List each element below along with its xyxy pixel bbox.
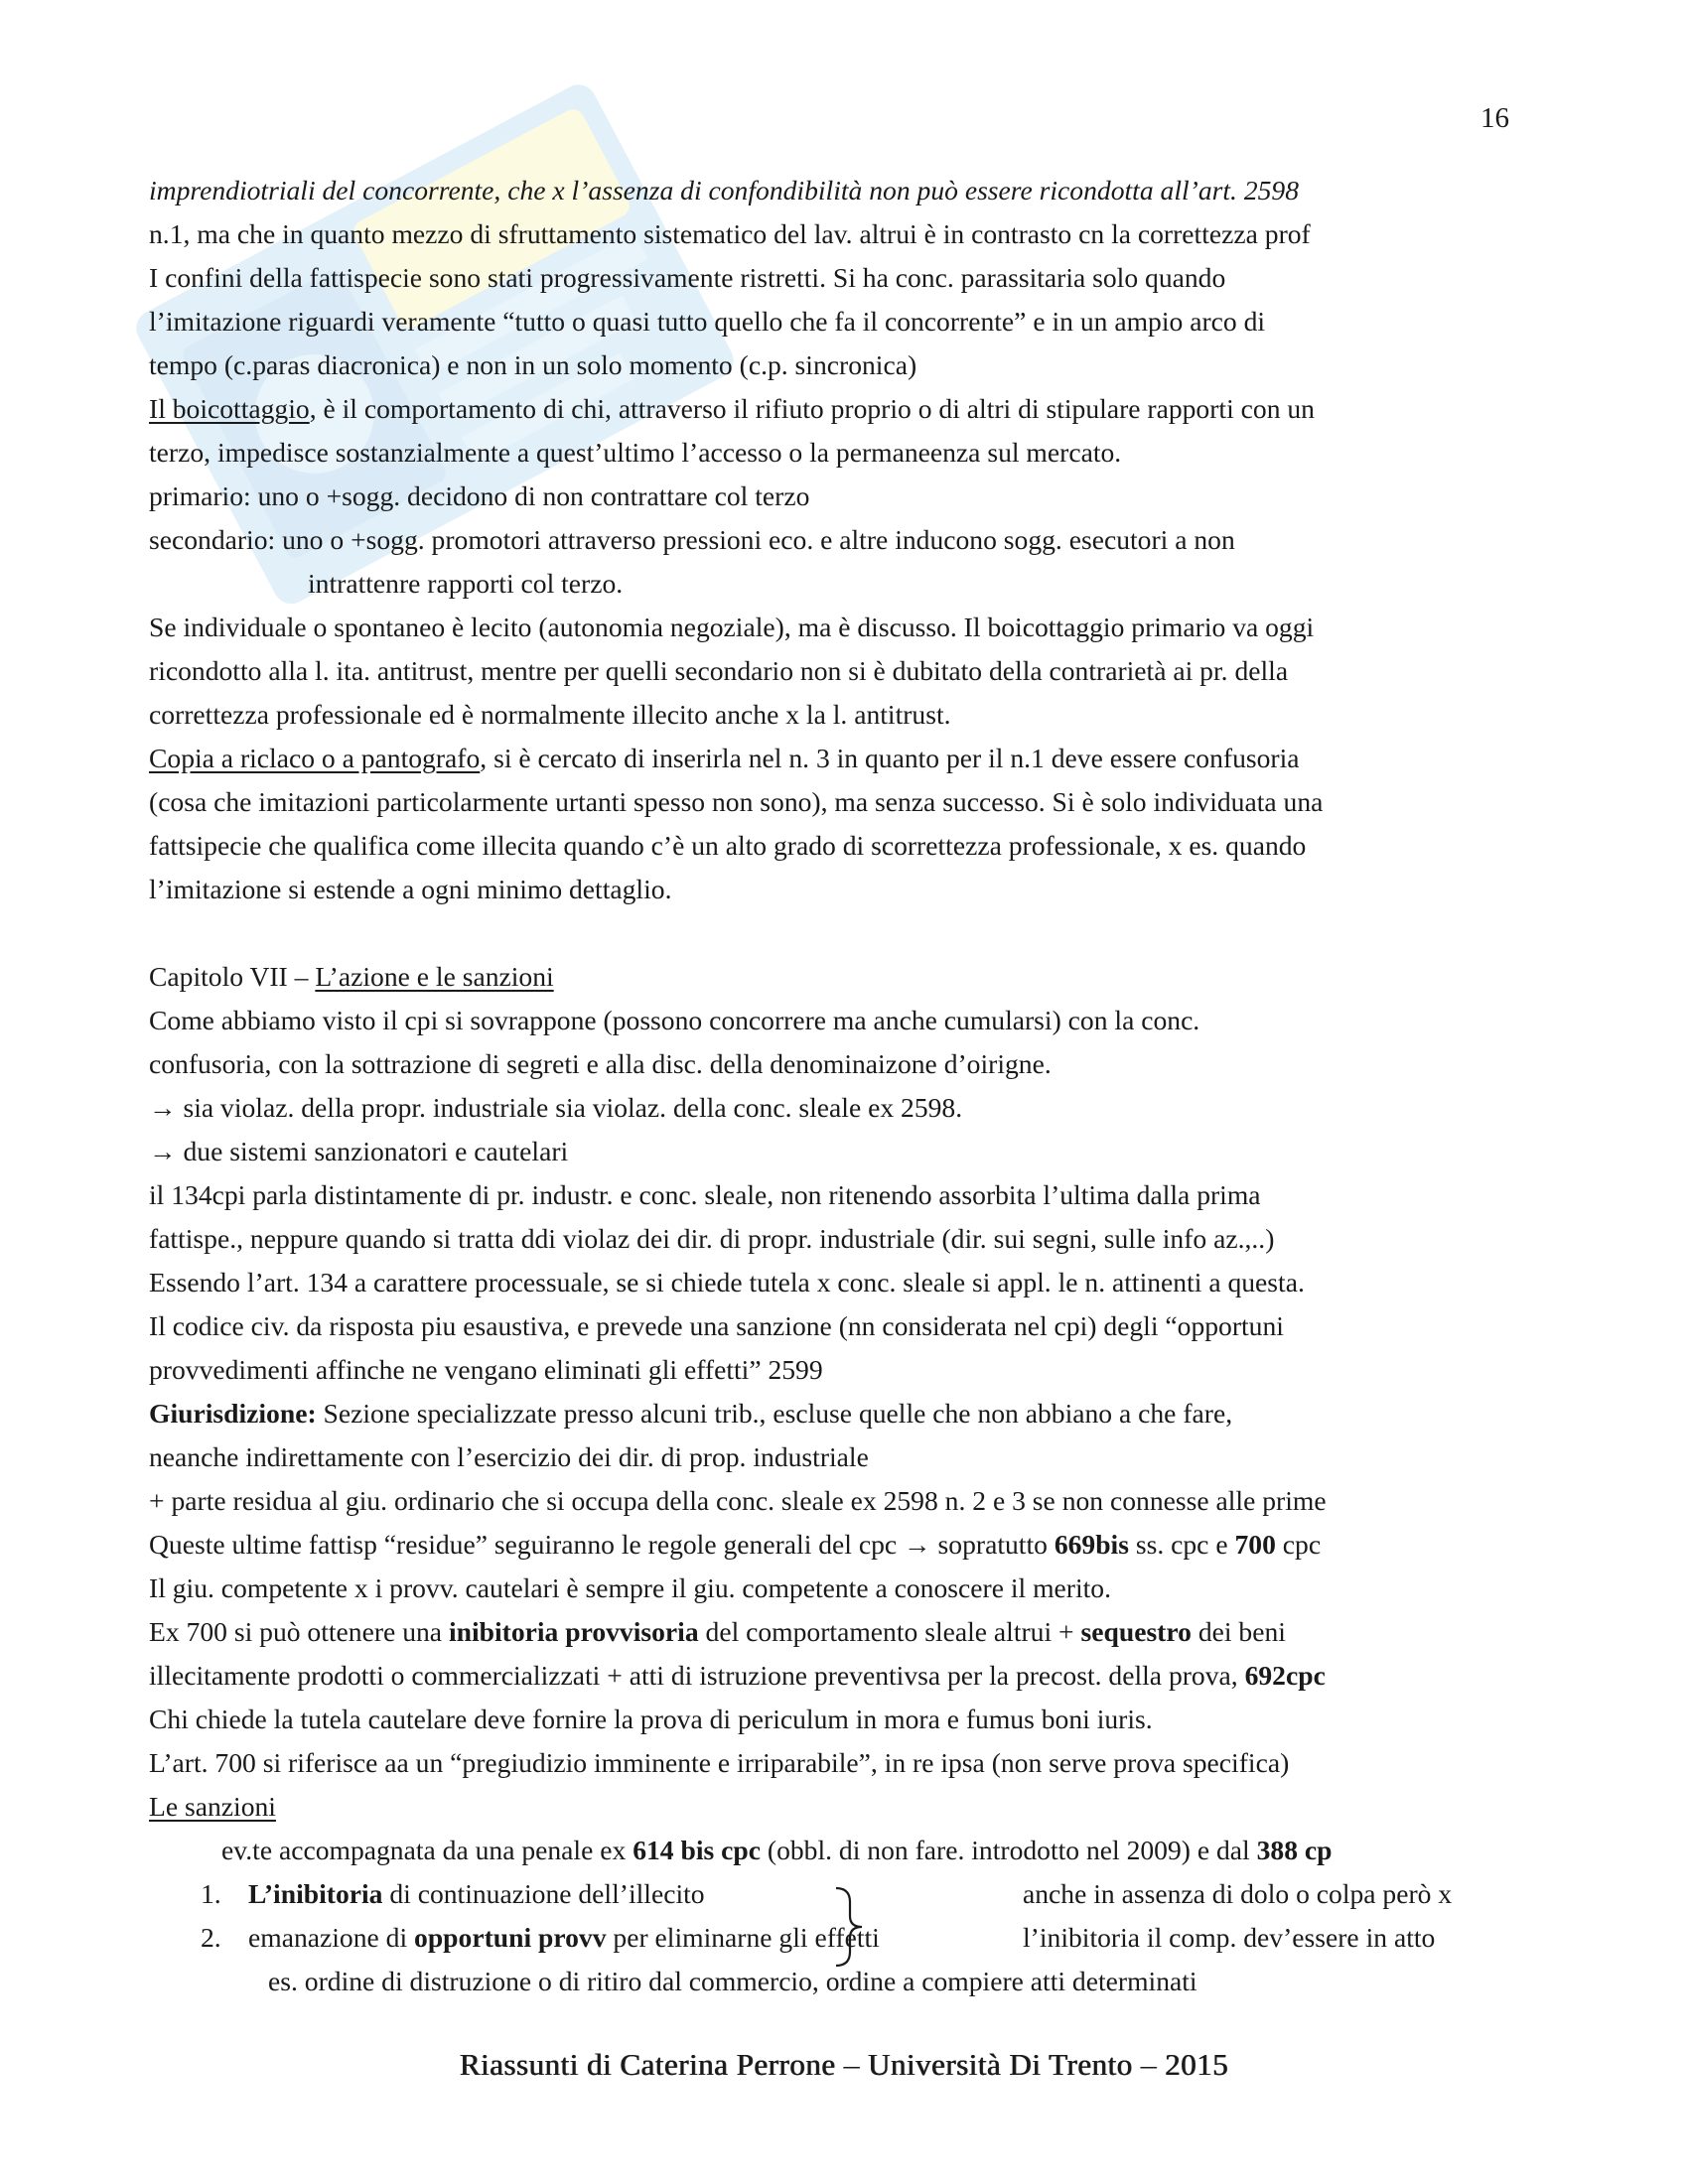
text-line: terzo, impedisce sostanzialmente a quest’ultimo l’accesso o la permaneenza sul mercato. xyxy=(149,437,1122,468)
text-line: → sia violaz. della propr. industriale sia violaz. della conc. sleale ex 2598. xyxy=(149,1092,963,1123)
text-line: Il boicottaggio, è il comportamento di chi, attraverso il rifiuto proprio o di altri di stipulare rapporti con un xyxy=(149,393,1315,424)
text-line: + parte residua al giu. ordinario che si occupa della conc. sleale ex 2598 n. 2 e 3 se non connesse alle prime xyxy=(149,1485,1327,1516)
text-line: provvedimenti affinche ne vengano eliminati gli effetti” 2599 xyxy=(149,1354,823,1385)
text-line: Essendo l’art. 134 a carattere processuale, se si chiede tutela x conc. sleale si appl. le n. attinenti a questa. xyxy=(149,1267,1305,1297)
text-line: Come abbiamo visto il cpi si sovrappone (possono concorrere ma anche cumularsi) con la conc. xyxy=(149,1005,1200,1035)
text-line: Giurisdizione: Sezione specializzate presso alcuni trib., escluse quelle che non abbiano a che fare, xyxy=(149,1398,1233,1429)
text-line: primario: uno o +sogg. decidono di non contrattare col terzo xyxy=(149,480,810,511)
text-line: Chi chiede la tutela cautelare deve fornire la prova di periculum in mora e fumus boni iuris. xyxy=(149,1704,1153,1734)
text-line: neanche indirettamente con l’esercizio dei dir. di prop. industriale xyxy=(149,1441,869,1472)
section-heading-copia: Copia a riclaco o a pantografo xyxy=(149,743,481,773)
chapter-heading: Capitolo VII – L’azione e le sanzioni xyxy=(149,961,554,992)
text-line: fattispe., neppure quando si tratta ddi violaz dei dir. di propr. industriale (dir. sui segni, sulle info az.,..) xyxy=(149,1223,1275,1254)
chapter-title: L’azione e le sanzioni xyxy=(315,961,554,992)
text-line xyxy=(149,1785,1519,1829)
section-heading-boicottaggio: Il boicottaggio xyxy=(149,393,310,424)
text-line: Queste ultime fattisp “residue” seguiranno le regole generali del cpc → sopratutto 669bis ss. cpc e 700 cpc xyxy=(149,1529,1322,1560)
text-line: Il giu. competente x i provv. cautelari è sempre il giu. competente a conoscere il merito. xyxy=(149,1572,1112,1603)
text-line: Copia a riclaco o a pantografo, si è cercato di inserirla nel n. 3 in quanto per il n.1 deve essere confusoria xyxy=(149,743,1300,773)
text-line: intrattenre rapporti col terzo. xyxy=(308,568,624,599)
text-line: correttezza professionale ed è normalmente illecito anche x la l. antitrust. xyxy=(149,699,951,730)
section-heading-sanzioni: Le sanzioni xyxy=(149,1791,276,1822)
text-line: fattsipecie che qualifica come illecita quando c’è un alto grado di scorrettezza professionale, x es. quando xyxy=(149,830,1307,861)
text-line: → due sistemi sanzionatori e cautelari xyxy=(149,1136,569,1166)
list-item: 1. L’inibitoria di continuazione dell’illecito anche in assenza di dolo o colpa però x xyxy=(201,1878,1453,1909)
text-line: illecitamente prodotti o commercializzati + atti di istruzione preventivsa per la precost. della prova, 692cpc xyxy=(149,1660,1326,1691)
text-line: ricondotto alla l. ita. antitrust, mentre per quelli secondario non si è dubitato della contrarietà ai pr. della xyxy=(149,655,1289,686)
text-line: Il codice civ. da risposta piu esaustiva, e prevede una sanzione (nn considerata nel cpi) degli “opportuni xyxy=(149,1310,1284,1341)
text-line: (cosa che imitazioni particolarmente urtanti spesso non sono), ma senza successo. Si è solo individuata una xyxy=(149,786,1324,817)
text-line: secondario: uno o +sogg. promotori attraverso pressioni eco. e altre inducono sogg. esecutori a non xyxy=(149,524,1235,555)
text-line: Ex 700 si può ottenere una inibitoria provvisoria del comportamento sleale altrui + sequestro dei beni xyxy=(149,1616,1286,1647)
page-number: 16 xyxy=(1480,102,1509,134)
text-line: n.1, ma che in quanto mezzo di sfruttamento sistematico del lav. altrui è in contrasto cn la correttezza prof xyxy=(149,218,1311,249)
text-line: es. ordine di distruzione o di ritiro dal commercio, ordine a compiere atti determinati xyxy=(268,1966,1197,1996)
text-line: l’imitazione si estende a ogni minimo dettaglio. xyxy=(149,874,672,904)
text-line: tempo (c.paras diacronica) e non in un solo momento (c.p. sincronica) xyxy=(149,349,917,380)
text-line: Se individuale o spontaneo è lecito (autonomia negoziale), ma è discusso. Il boicottaggio primario va oggi xyxy=(149,612,1315,642)
text-line: ev.te accompagnata da una penale ex 614 bis cpc (obbl. di non fare. introdotto nel 2009) e dal 388 cp xyxy=(221,1835,1333,1865)
giurisdizione-label: Giurisdizione: xyxy=(149,1398,317,1429)
list-item: 2. emanazione di opportuni provv per eliminarne gli effetti l’inibitoria il comp. dev’essere in atto xyxy=(201,1922,1436,1953)
page-footer: Riassunti di Caterina Perrone – Università Di Trento – 2015 xyxy=(459,2047,1229,2082)
text-line: il 134cpi parla distintamente di pr. industr. e conc. sleale, non ritenendo assorbita l’ultima dalla prima xyxy=(149,1179,1261,1210)
curly-brace-icon xyxy=(832,1884,866,1970)
text-line: l’imitazione riguardi veramente “tutto o quasi tutto quello che fa il concorrente” e in un ampio arco di xyxy=(149,306,1266,337)
text-line: confusoria, con la sottrazione di segreti e alla disc. della denominaizone d’oirigne. xyxy=(149,1048,1052,1079)
text-line: L’art. 700 si riferisce aa un “pregiudizio imminente e irriparabile”, in re ipsa (non serve prova specifica) xyxy=(149,1747,1290,1778)
text-line: I confini della fattispecie sono stati progressivamente ristretti. Si ha conc. parassitaria solo quando xyxy=(149,262,1226,293)
text-line: imprendiotriali del concorrente, che x l’assenza di confondibilità non può essere ricondotta all’art. 2598 xyxy=(149,175,1300,205)
document-body xyxy=(149,169,1519,2003)
